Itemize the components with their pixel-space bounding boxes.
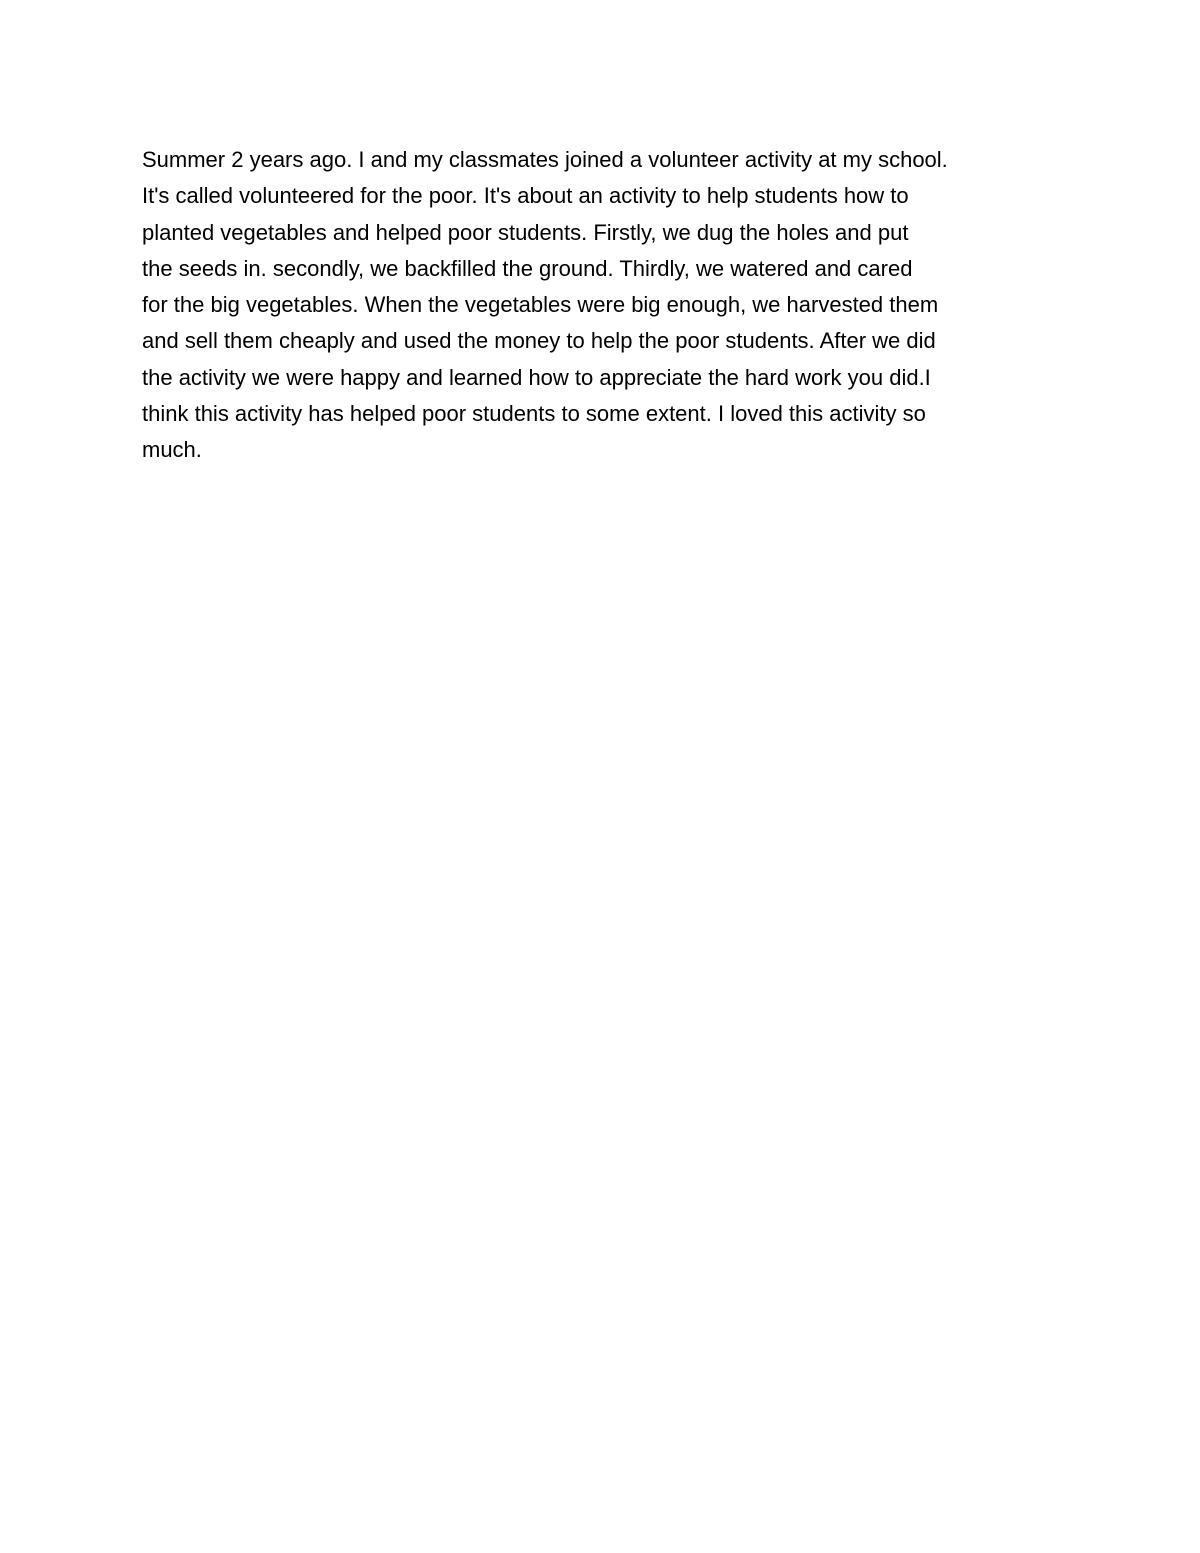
paragraph-line: It's called volunteered for the poor. It's about an activity to help students how to: [142, 183, 909, 209]
paragraph-line: much.: [142, 437, 202, 463]
paragraph-line: Summer 2 years ago. I and my classmates joined a volunteer activity at my school.: [142, 147, 948, 172]
paragraph-line: for the big vegetables. When the vegetables were big enough, we harvested them: [142, 292, 939, 318]
paragraph-line: planted vegetables and helped poor students. Firstly, we dug the holes and put: [142, 219, 909, 245]
paragraph-line: think this activity has helped poor students to some extent. I loved this activity so: [142, 401, 926, 427]
paragraph-line: the seeds in. secondly, we backfilled the ground. Thirdly, we watered and cared: [142, 255, 913, 281]
paragraph-line: and sell them cheaply and used the money to help the poor students. After we did: [142, 328, 936, 354]
paragraph-line: the activity we were happy and learned how to appreciate the hard work you did.I: [142, 364, 931, 390]
essay-paragraph: [142, 142, 1082, 469]
